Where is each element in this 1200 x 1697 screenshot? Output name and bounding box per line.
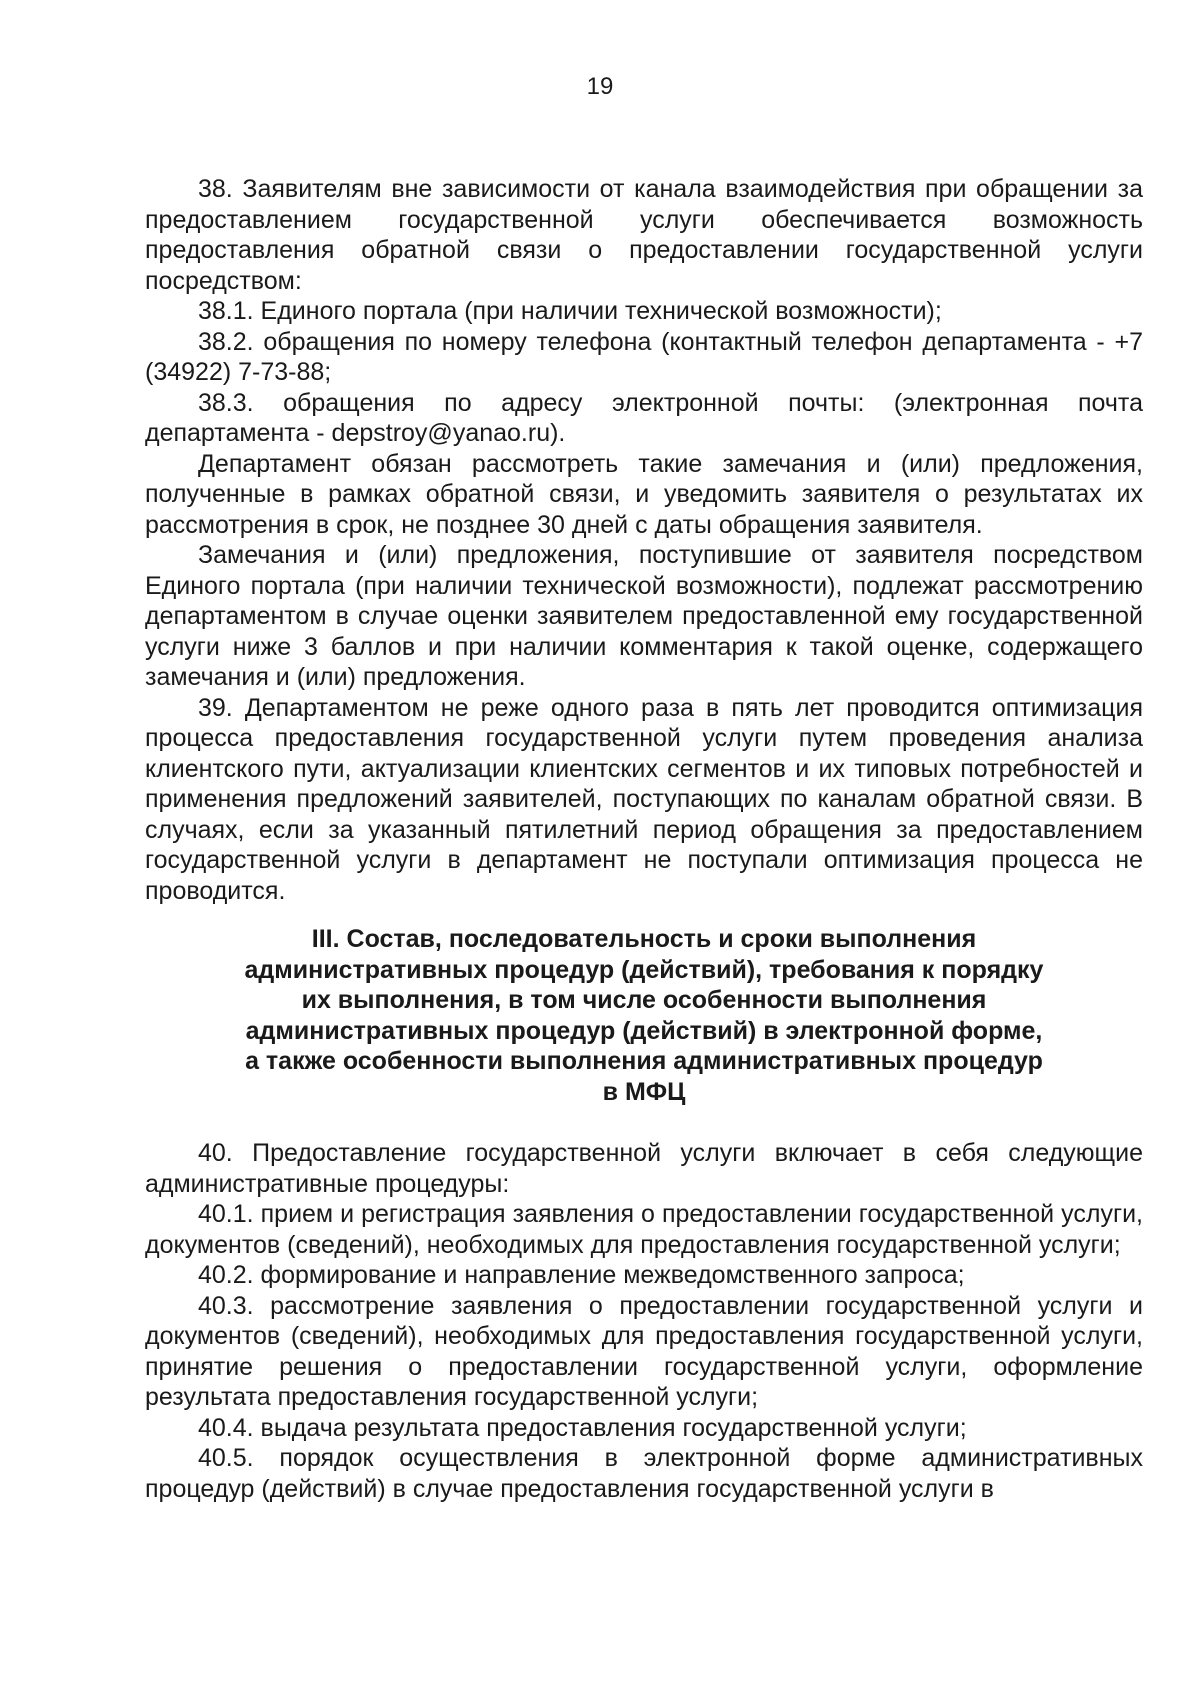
section-heading bbox=[145, 924, 1143, 1107]
paragraph-40-5: 40.5. порядок осуществления в электронной форме административных процедур (действий) в случае предоставления государственной услуги в bbox=[145, 1444, 1143, 1503]
paragraph-40-2: 40.2. формирование и направление межведомственного запроса; bbox=[198, 1261, 965, 1289]
page-number: 19 bbox=[586, 73, 614, 100]
paragraph-remarks-portal: Замечания и (или) предложения, поступившие от заявителя посредством Единого портала (при наличии технической возможности), подлежат рассмотрению департаментом в случае оценки заявителем предоставленной ему государственной услуги ниже 3 баллов и при наличии комментария к такой оценке, содержащего замечания и (или) предложения. bbox=[145, 541, 1143, 691]
section-heading-line: III. Состав, последовательность и сроки выполнения bbox=[311, 925, 977, 953]
document-body-bottom bbox=[145, 1138, 1143, 1504]
paragraph-40-3: 40.3. рассмотрение заявления о предоставлении государственной услуги и документов (сведений), необходимых для предоставления государственной услуги, принятие решения о предоставлении государственной услуги, оформление результата предоставления государственной услуги; bbox=[145, 1291, 1143, 1411]
paragraph-38-1: 38.1. Единого портала (при наличии технической возможности); bbox=[198, 297, 942, 325]
paragraph-40-1: 40.1. прием и регистрация заявления о предоставлении государственной услуги, документов (сведений), необходимых для предоставления государственной услуги; bbox=[145, 1200, 1143, 1259]
paragraph-40-4: 40.4. выдача результата предоставления государственной услуги; bbox=[198, 1413, 967, 1442]
section-heading-line: в МФЦ bbox=[602, 1077, 686, 1106]
paragraph-40: 40. Предоставление государственной услуги включает в себя следующие административные процедуры: bbox=[145, 1139, 1143, 1198]
section-heading-line: административных процедур (действий), требования к порядку bbox=[244, 955, 1044, 984]
paragraph-38: 38. Заявителям вне зависимости от канала взаимодействия при обращении за предоставлением государственной услуги обеспечивается возможность предоставления обратной связи о предоставлении государственной услуги посредством: bbox=[145, 175, 1143, 295]
paragraph-department-obligation: Департамент обязан рассмотреть такие замечания и (или) предложения, полученные в рамках обратной связи, и уведомить заявителя о результатах их рассмотрения в срок, не позднее 30 дней с даты обращения заявителя. bbox=[145, 449, 1143, 539]
document-body-top bbox=[145, 174, 1143, 906]
paragraph-38-2: 38.2. обращения по номеру телефона (контактный телефон департамента - +7 (34922) 7-73-88; bbox=[145, 327, 1143, 386]
section-heading-line: их выполнения, в том числе особенности выполнения bbox=[301, 986, 987, 1014]
paragraph-39: 39. Департаментом не реже одного раза в пять лет проводится оптимизация процесса предоставления государственной услуги путем проведения анализа клиентского пути, актуализации клиентских сегментов и их типовых потребностей и применения предложений заявителей, поступающих по каналам обратной связи. В случаях, если за указанный пятилетний период обращения за предоставлением государственной услуги в департамент не поступали оптимизация процесса не проводится. bbox=[145, 693, 1143, 905]
section-heading-line: а также особенности выполнения административных процедур bbox=[245, 1047, 1043, 1075]
section-heading-line: административных процедур (действий) в электронной форме, bbox=[245, 1016, 1043, 1045]
paragraph-38-3: 38.3. обращения по адресу электронной почты: (электронная почта департамента - depstroy@yanao.ru). bbox=[145, 388, 1143, 447]
